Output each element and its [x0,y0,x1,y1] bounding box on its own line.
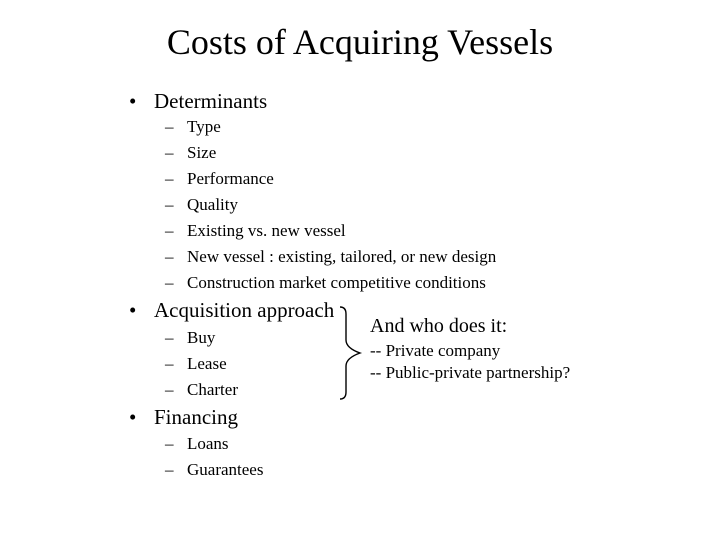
list-item-label: Charter [187,380,238,399]
list-item: -- Public-private partnership? [370,363,571,382]
dash: – [165,247,174,266]
list-item-label: Lease [187,354,227,373]
dash: – [165,195,174,214]
list-item [165,325,238,351]
determinants-list [165,114,496,296]
dash: – [165,380,174,399]
dash: – [165,169,174,188]
list-item-label: Buy [187,328,216,347]
list-item [165,140,496,166]
list-item-label: Performance [187,169,274,188]
dash: – [165,328,174,347]
list-item [165,270,496,296]
list-item [165,377,238,403]
bullet-dot: • [129,405,137,429]
bullet-determinants [129,88,267,114]
list-item [165,351,238,377]
financing-list [165,431,263,483]
bullet-financing [129,404,238,430]
bullet-acquisition [129,297,334,323]
list-item [165,114,496,140]
dash: – [165,354,174,373]
dash: – [165,143,174,162]
list-item-label: Type [187,117,221,136]
who-list [370,340,570,384]
determinants-label: Determinants [154,89,268,113]
list-item [165,244,496,270]
dash: – [165,460,174,479]
list-item-label: Guarantees [187,460,264,479]
list-item: -- Private company [370,341,501,360]
acquisition-label: Acquisition approach [154,298,335,322]
dash: – [165,434,174,453]
financing-label: Financing [154,405,238,429]
dash: – [165,273,174,292]
list-item-label: New vessel : existing, tailored, or new design [187,247,497,266]
slide-title: Costs of Acquiring Vessels [166,22,554,62]
list-item-label: Existing vs. new vessel [187,221,346,240]
acquisition-list [165,325,238,403]
list-item [165,457,263,483]
list-item-label: Quality [187,195,238,214]
dash: – [165,117,174,136]
list-item-label: Loans [187,434,229,453]
list-item [165,218,496,244]
bullet-dot: • [129,89,137,113]
list-item-label: Construction market competitive conditions [187,273,486,292]
list-item-label: Size [187,143,217,162]
list-item [165,166,496,192]
list-item [165,431,263,457]
curly-brace-icon [336,306,368,400]
list-item [165,192,496,218]
dash: – [165,221,174,240]
bullet-dot: • [129,298,137,322]
who-heading: And who does it: [370,315,508,337]
